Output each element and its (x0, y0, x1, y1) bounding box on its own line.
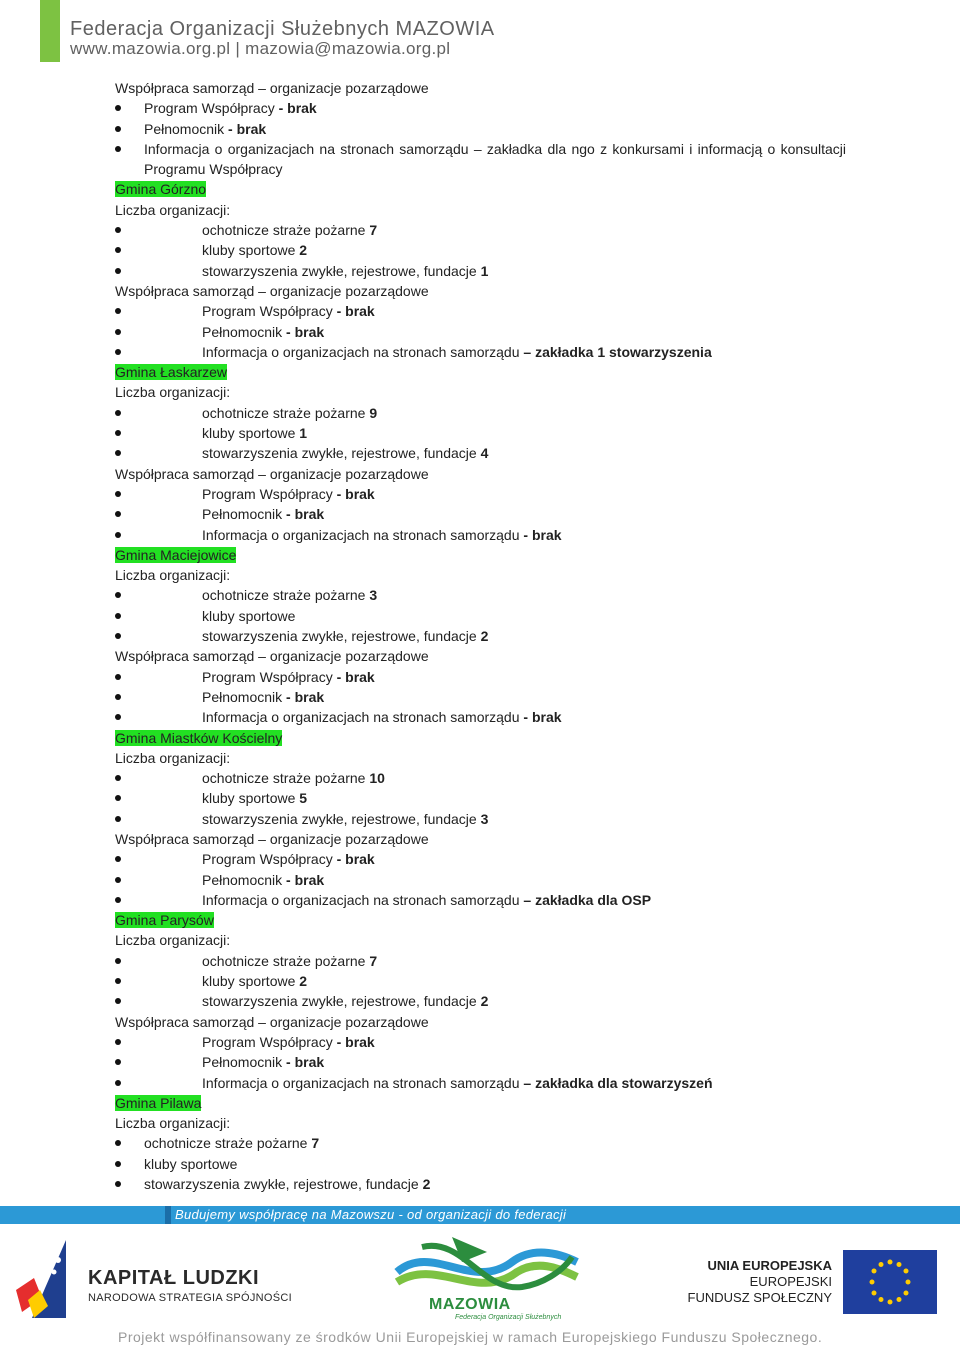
page-header (0, 0, 960, 70)
list-item: Informacja o organizacjach na stronach samorządu – zakładka 1 stowarzyszenia (0, 342, 960, 362)
list-item: kluby sportowe (0, 1154, 960, 1174)
list-item: stowarzyszenia zwykłe, rejestrowe, fundacje 2 (0, 1174, 960, 1194)
cofinancing-note: Projekt współfinansowany ze środków Unii Europejskiej w ramach Europejskiego Funduszu Społecznego. (118, 1329, 823, 1345)
count-label: Liczba organizacji: (115, 749, 231, 766)
list-item: Pełnomocnik - brak (0, 687, 960, 707)
list-item: kluby sportowe (0, 606, 960, 626)
footer-slogan-band (0, 1206, 960, 1224)
section-heading: Współpraca samorząd – organizacje pozarządowe (115, 465, 429, 482)
list-item: ochotnicze straże pożarne 9 (0, 403, 960, 423)
list-item: ochotnicze straże pożarne 10 (0, 768, 960, 788)
gmina-heading: Gmina Pilawa (115, 1094, 202, 1111)
footer-slogan: Budujemy współpracę na Mazowszu - od organizacji do federacji (175, 1207, 567, 1222)
mazowia-logo (392, 1232, 582, 1327)
list-item: kluby sportowe 2 (0, 971, 960, 991)
list-item: kluby sportowe 2 (0, 240, 960, 260)
count-label: Liczba organizacji: (115, 384, 231, 401)
gmina-heading: Gmina Miastków Kościelny (115, 729, 283, 746)
list-item: Informacja o organizacjach na stronach samorządu – zakładka dla OSP (0, 890, 960, 910)
mazowia-knot-icon (392, 1232, 582, 1298)
eu-fund-line2: FUNDUSZ SPOŁECZNY (687, 1290, 832, 1305)
list-item: stowarzyszenia zwykłe, rejestrowe, fundacje 3 (0, 809, 960, 829)
list-item: ochotnicze straże pożarne 3 (0, 585, 960, 605)
section-heading: Współpraca samorząd – organizacje pozarządowe (115, 80, 429, 96)
count-label: Liczba organizacji: (115, 567, 231, 584)
kapital-ludzki-emblem-icon (14, 1238, 76, 1323)
list-item: Program Współpracy - brak (0, 301, 960, 321)
eu-title: UNIA EUROPEJSKA (707, 1258, 832, 1273)
eu-fund-line1: EUROPEJSKI (749, 1274, 832, 1289)
list-item: Program Współpracy - brak (0, 667, 960, 687)
list-item: stowarzyszenia zwykłe, rejestrowe, fundacje 2 (0, 626, 960, 646)
list-item: ochotnicze straże pożarne 7 (0, 1133, 960, 1153)
list-item: Informacja o organizacjach na stronach samorządu - brak (0, 525, 960, 545)
list-item: Program Współpracy - brak (0, 849, 960, 869)
organization-name: Federacja Organizacji Służebnych MAZOWIA (70, 18, 495, 40)
section-heading: Współpraca samorząd – organizacje pozarządowe (115, 648, 429, 665)
list-item: stowarzyszenia zwykłe, rejestrowe, fundacje 4 (0, 443, 960, 463)
kapital-ludzki-subtitle: NARODOWA STRATEGIA SPÓJNOŚCI (88, 1292, 292, 1304)
eu-logo (687, 1250, 940, 1316)
organization-contact: www.mazowia.org.pl | mazowia@mazowia.org.pl (70, 39, 451, 58)
section-heading: Współpraca samorząd – organizacje pozarządowe (115, 830, 429, 847)
list-item: Informacja o organizacjach na stronach samorządu - brak (0, 707, 960, 727)
gmina-heading: Gmina Parysów (115, 912, 214, 929)
list-item: Pełnomocnik - brak (0, 1052, 960, 1072)
count-label: Liczba organizacji: (115, 201, 231, 218)
gmina-heading: Gmina Maciejowice (115, 546, 237, 563)
count-label: Liczba organizacji: (115, 932, 231, 949)
gmina-heading: Gmina Łaskarzew (115, 364, 228, 381)
list-item: ochotnicze straże pożarne 7 (0, 951, 960, 971)
list-item: kluby sportowe 5 (0, 788, 960, 808)
section-heading: Współpraca samorząd – organizacje pozarządowe (115, 282, 429, 299)
gmina-heading: Gmina Górzno (115, 181, 207, 198)
list-item: Pełnomocnik - brak (0, 322, 960, 342)
header-accent-bar (40, 0, 60, 62)
document-body (0, 78, 960, 1194)
mazowia-title: MAZOWIA (429, 1296, 511, 1313)
count-label: Liczba organizacji: (115, 1115, 231, 1132)
list-item: stowarzyszenia zwykłe, rejestrowe, fundacje 1 (0, 261, 960, 281)
list-item: Pełnomocnik - brak (0, 119, 960, 139)
section-heading: Współpraca samorząd – organizacje pozarządowe (115, 1013, 429, 1030)
list-item: Informacja o organizacjach na stronach samorządu – zakładka dla stowarzyszeń (0, 1073, 960, 1093)
mazowia-subtitle: Federacja Organizacji Służebnych (455, 1314, 562, 1321)
list-item: Program Współpracy - brak (0, 484, 960, 504)
kapital-ludzki-title: KAPITAŁ LUDZKI (88, 1267, 260, 1289)
list-item: Informacja o organizacjach na stronach samorządu – zakładka dla ngo z konkursami i informacją o konsultacji Programu Współpracy (0, 139, 846, 180)
list-item: stowarzyszenia zwykłe, rejestrowe, fundacje 2 (0, 991, 960, 1011)
list-item: Pełnomocnik - brak (0, 870, 960, 890)
kapital-ludzki-logo (14, 1238, 292, 1323)
list-item: ochotnicze straże pożarne 7 (0, 220, 960, 240)
footer-band-accent (165, 1206, 171, 1224)
list-item: Program Współpracy - brak (0, 98, 960, 118)
list-item: Pełnomocnik - brak (0, 504, 960, 524)
eu-flag-icon (843, 1250, 937, 1314)
list-item: kluby sportowe 1 (0, 423, 960, 443)
list-item: Program Współpracy - brak (0, 1032, 960, 1052)
